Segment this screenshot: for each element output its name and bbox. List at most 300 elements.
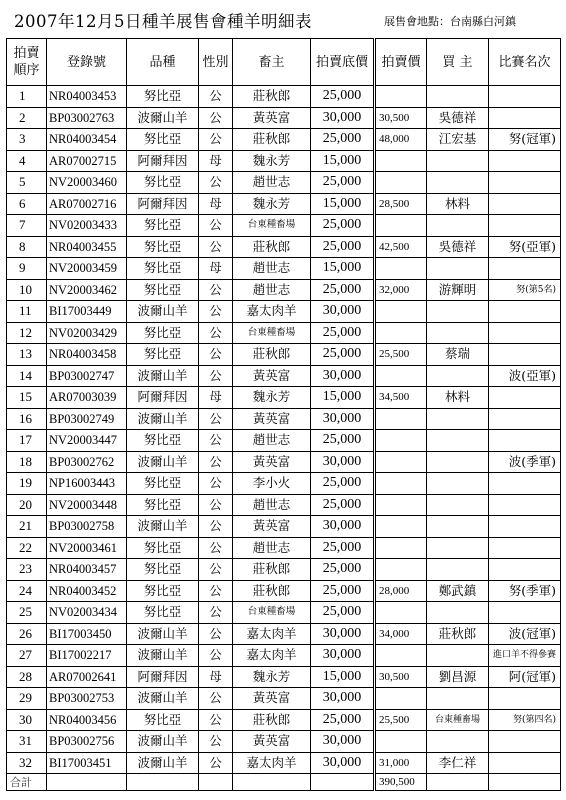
cell-breed: 阿爾拜因 [127,387,199,409]
cell-owner: 莊秋郎 [233,580,311,602]
cell-price: 25,500 [375,709,427,731]
cell-breed: 努比亞 [127,258,199,280]
cell-base: 25,000 [311,215,375,237]
cell-buyer [427,365,489,387]
cell-sex: 公 [199,172,233,194]
header-buyer: 買 主 [427,39,489,86]
cell-reg: AR07002641 [47,666,127,688]
cell-owner: 台東種畜場 [233,215,311,237]
cell-base: 25,000 [311,129,375,151]
cell-owner: 莊秋郎 [233,344,311,366]
cell-owner: 黃英富 [233,408,311,430]
cell-price [375,322,427,344]
table-row [7,301,561,323]
cell-award [489,559,561,581]
venue-location: 展售會地點：台南縣白河鎮 [384,15,516,28]
cell-award [489,516,561,538]
cell-award: 波(冠軍) [489,623,561,645]
cell-base: 25,000 [311,602,375,624]
table-row [7,129,561,151]
cell-award: 阿(冠軍) [489,666,561,688]
cell-reg: NV20003460 [47,172,127,194]
cell-no: 19 [7,473,47,495]
cell-no: 16 [7,408,47,430]
cell-sex: 母 [199,387,233,409]
cell-sex: 公 [199,559,233,581]
table-row [7,666,561,688]
table-row [7,752,561,774]
header-award: 比賽名次 [489,39,561,86]
cell-price [375,516,427,538]
cell-award [489,172,561,194]
cell-reg: AR07002715 [47,150,127,172]
total-row [7,774,561,791]
cell-buyer [427,430,489,452]
cell-buyer: 林料 [427,193,489,215]
cell-no: 5 [7,172,47,194]
total-empty [199,774,233,791]
cell-award [489,430,561,452]
cell-no: 7 [7,215,47,237]
cell-breed: 努比亞 [127,473,199,495]
cell-owner: 台東種畜場 [233,322,311,344]
cell-no: 10 [7,279,47,301]
table-row [7,258,561,280]
cell-breed: 波爾山羊 [127,451,199,473]
cell-owner: 趙世志 [233,494,311,516]
cell-sex: 母 [199,666,233,688]
cell-award [489,215,561,237]
cell-owner: 魏永芳 [233,666,311,688]
cell-award [489,494,561,516]
cell-reg: NR04003456 [47,709,127,731]
cell-owner: 魏永芳 [233,193,311,215]
cell-base: 15,000 [311,150,375,172]
cell-reg: BP03002758 [47,516,127,538]
cell-breed: 努比亞 [127,602,199,624]
cell-breed: 努比亞 [127,129,199,151]
cell-award: 進口羊不得參賽 [489,645,561,667]
cell-breed: 努比亞 [127,236,199,258]
cell-no: 6 [7,193,47,215]
total-empty [489,774,561,791]
cell-reg: AR07003039 [47,387,127,409]
cell-owner: 李小火 [233,473,311,495]
cell-breed: 波爾山羊 [127,731,199,753]
total-empty [127,774,199,791]
cell-buyer: 劉昌源 [427,666,489,688]
table-row [7,688,561,710]
cell-base: 30,000 [311,645,375,667]
cell-breed: 阿爾拜因 [127,150,199,172]
cell-reg: AR07002716 [47,193,127,215]
header-price: 拍賣價 [375,39,427,86]
cell-price [375,451,427,473]
cell-base: 25,000 [311,494,375,516]
cell-reg: BI17003451 [47,752,127,774]
cell-price: 28,500 [375,193,427,215]
cell-base: 30,000 [311,107,375,129]
cell-sex: 公 [199,688,233,710]
table-row [7,451,561,473]
cell-breed: 波爾山羊 [127,408,199,430]
cell-no: 28 [7,666,47,688]
cell-sex: 公 [199,451,233,473]
table-row [7,150,561,172]
cell-breed: 波爾山羊 [127,688,199,710]
table-row [7,365,561,387]
cell-price [375,473,427,495]
cell-owner: 莊秋郎 [233,129,311,151]
table-row [7,494,561,516]
cell-reg: NR04003452 [47,580,127,602]
cell-owner: 嘉太肉羊 [233,623,311,645]
cell-owner: 黃英富 [233,451,311,473]
total-empty [233,774,311,791]
header-sex: 性別 [199,39,233,86]
cell-buyer: 鄭武鎮 [427,580,489,602]
cell-price [375,537,427,559]
total-empty [47,774,127,791]
cell-base: 25,000 [311,172,375,194]
cell-no: 1 [7,86,47,108]
table-row [7,623,561,645]
cell-price [375,365,427,387]
cell-price [375,645,427,667]
cell-reg: BI17003449 [47,301,127,323]
table-row [7,193,561,215]
cell-sex: 公 [199,731,233,753]
cell-no: 27 [7,645,47,667]
cell-no: 24 [7,580,47,602]
page-title: 2007年12月5日種羊展售會種羊明細表 [14,12,312,31]
cell-owner: 趙世志 [233,537,311,559]
cell-base: 25,000 [311,580,375,602]
cell-award [489,322,561,344]
cell-reg: BP03002762 [47,451,127,473]
cell-no: 18 [7,451,47,473]
header-breed: 品種 [127,39,199,86]
cell-base: 25,000 [311,430,375,452]
cell-reg: NV20003448 [47,494,127,516]
cell-owner: 莊秋郎 [233,559,311,581]
cell-breed: 努比亞 [127,709,199,731]
cell-owner: 魏永芳 [233,387,311,409]
cell-no: 21 [7,516,47,538]
cell-price: 30,500 [375,107,427,129]
cell-buyer [427,645,489,667]
cell-reg: NV02003433 [47,215,127,237]
cell-owner: 嘉太肉羊 [233,752,311,774]
cell-sex: 公 [199,322,233,344]
cell-base: 30,000 [311,451,375,473]
cell-award: 波(亞軍) [489,365,561,387]
cell-no: 17 [7,430,47,452]
cell-award: 努(亞軍) [489,236,561,258]
cell-sex: 公 [199,580,233,602]
header-owner: 畜主 [233,39,311,86]
cell-award [489,473,561,495]
cell-breed: 波爾山羊 [127,301,199,323]
cell-sex: 公 [199,344,233,366]
cell-buyer: 林料 [427,387,489,409]
cell-price: 28,000 [375,580,427,602]
cell-buyer: 李仁祥 [427,752,489,774]
header-base: 拍賣底價 [311,39,375,86]
table-row [7,107,561,129]
table-row [7,602,561,624]
cell-breed: 努比亞 [127,172,199,194]
cell-owner: 嘉太肉羊 [233,301,311,323]
cell-price [375,559,427,581]
cell-sex: 公 [199,709,233,731]
cell-no: 9 [7,258,47,280]
cell-base: 25,000 [311,709,375,731]
cell-breed: 努比亞 [127,279,199,301]
cell-sex: 公 [199,86,233,108]
cell-breed: 努比亞 [127,559,199,581]
cell-award: 波(季軍) [489,451,561,473]
cell-price [375,430,427,452]
cell-buyer [427,688,489,710]
cell-breed: 努比亞 [127,215,199,237]
cell-buyer: 游輝明 [427,279,489,301]
header-row [7,39,561,86]
cell-breed: 波爾山羊 [127,107,199,129]
cell-price [375,215,427,237]
cell-sex: 公 [199,365,233,387]
cell-sex: 母 [199,150,233,172]
cell-base: 30,000 [311,365,375,387]
cell-reg: NR04003453 [47,86,127,108]
table-row [7,537,561,559]
cell-reg: NR04003455 [47,236,127,258]
cell-breed: 阿爾拜因 [127,193,199,215]
auction-table [6,38,561,791]
total-empty [311,774,375,791]
table-row [7,279,561,301]
cell-buyer: 吳德祥 [427,107,489,129]
cell-owner: 莊秋郎 [233,86,311,108]
cell-breed: 波爾山羊 [127,623,199,645]
cell-sex: 公 [199,301,233,323]
cell-buyer [427,172,489,194]
cell-buyer: 江宏基 [427,129,489,151]
table-row [7,516,561,538]
cell-breed: 努比亞 [127,430,199,452]
cell-base: 25,000 [311,236,375,258]
table-row [7,430,561,452]
header-reg: 登錄號 [47,39,127,86]
cell-reg: BP03002753 [47,688,127,710]
cell-breed: 阿爾拜因 [127,666,199,688]
cell-award [489,107,561,129]
cell-reg: NV20003462 [47,279,127,301]
cell-sex: 母 [199,258,233,280]
cell-owner: 趙世志 [233,258,311,280]
cell-sex: 公 [199,623,233,645]
cell-buyer: 台東種畜場 [427,709,489,731]
cell-breed: 努比亞 [127,86,199,108]
cell-no: 8 [7,236,47,258]
cell-no: 22 [7,537,47,559]
cell-sex: 公 [199,537,233,559]
cell-no: 15 [7,387,47,409]
cell-base: 30,000 [311,516,375,538]
cell-no: 2 [7,107,47,129]
cell-base: 30,000 [311,301,375,323]
cell-buyer [427,602,489,624]
cell-breed: 波爾山羊 [127,365,199,387]
table-row [7,387,561,409]
cell-no: 29 [7,688,47,710]
cell-owner: 莊秋郎 [233,709,311,731]
total-price: 390,500 [375,774,427,791]
cell-reg: NV20003459 [47,258,127,280]
cell-award [489,688,561,710]
cell-owner: 黃英富 [233,688,311,710]
cell-buyer [427,86,489,108]
cell-owner: 黃英富 [233,516,311,538]
cell-reg: NR04003454 [47,129,127,151]
cell-owner: 黃英富 [233,107,311,129]
cell-no: 26 [7,623,47,645]
cell-reg: NR04003458 [47,344,127,366]
cell-buyer: 蔡瑞 [427,344,489,366]
cell-base: 25,000 [311,559,375,581]
cell-reg: NR04003457 [47,559,127,581]
table-row [7,215,561,237]
cell-base: 30,000 [311,752,375,774]
cell-price: 32,000 [375,279,427,301]
cell-owner: 莊秋郎 [233,236,311,258]
cell-buyer [427,408,489,430]
cell-price [375,494,427,516]
cell-base: 15,000 [311,387,375,409]
cell-award [489,408,561,430]
cell-price [375,301,427,323]
cell-price [375,150,427,172]
cell-breed: 波爾山羊 [127,645,199,667]
cell-price: 30,500 [375,666,427,688]
cell-sex: 公 [199,516,233,538]
table-row [7,322,561,344]
cell-award: 努(季軍) [489,580,561,602]
cell-award [489,387,561,409]
table-row [7,645,561,667]
cell-no: 11 [7,301,47,323]
cell-sex: 公 [199,473,233,495]
cell-buyer: 莊秋郎 [427,623,489,645]
cell-buyer [427,150,489,172]
cell-buyer [427,516,489,538]
cell-award [489,86,561,108]
cell-award: 努(第5名) [489,279,561,301]
table-row [7,408,561,430]
cell-sex: 公 [199,129,233,151]
total-label: 合計 [7,774,47,791]
cell-price: 34,000 [375,623,427,645]
cell-breed: 努比亞 [127,344,199,366]
cell-buyer [427,559,489,581]
cell-base: 25,000 [311,322,375,344]
cell-base: 25,000 [311,537,375,559]
table-row [7,86,561,108]
cell-owner: 台東種畜場 [233,602,311,624]
cell-owner: 黃英富 [233,731,311,753]
cell-buyer [427,731,489,753]
cell-sex: 公 [199,279,233,301]
cell-no: 3 [7,129,47,151]
table-row [7,559,561,581]
cell-owner: 趙世志 [233,172,311,194]
cell-reg: BI17002217 [47,645,127,667]
cell-sex: 公 [199,494,233,516]
cell-sex: 公 [199,430,233,452]
cell-base: 15,000 [311,193,375,215]
cell-award [489,150,561,172]
cell-price: 31,000 [375,752,427,774]
cell-price [375,731,427,753]
cell-award [489,344,561,366]
cell-sex: 公 [199,236,233,258]
cell-base: 25,000 [311,86,375,108]
cell-buyer [427,301,489,323]
cell-breed: 努比亞 [127,494,199,516]
cell-buyer [427,473,489,495]
table-row [7,709,561,731]
cell-owner: 嘉太肉羊 [233,645,311,667]
cell-base: 30,000 [311,731,375,753]
cell-no: 31 [7,731,47,753]
cell-no: 4 [7,150,47,172]
cell-sex: 公 [199,645,233,667]
header-no: 拍賣 順序 [7,39,47,86]
table-body [7,86,561,774]
cell-owner: 趙世志 [233,430,311,452]
cell-reg: BP03002747 [47,365,127,387]
cell-award [489,602,561,624]
cell-buyer [427,451,489,473]
cell-award [489,301,561,323]
cell-reg: NV20003461 [47,537,127,559]
table-row [7,580,561,602]
cell-award: 努(冠軍) [489,129,561,151]
cell-no: 13 [7,344,47,366]
cell-award [489,537,561,559]
cell-sex: 公 [199,408,233,430]
cell-price [375,258,427,280]
cell-no: 20 [7,494,47,516]
cell-award [489,258,561,280]
cell-base: 30,000 [311,623,375,645]
cell-sex: 母 [199,193,233,215]
cell-award [489,731,561,753]
cell-price: 48,000 [375,129,427,151]
cell-breed: 波爾山羊 [127,752,199,774]
cell-price: 42,500 [375,236,427,258]
cell-base: 15,000 [311,666,375,688]
cell-breed: 努比亞 [127,322,199,344]
cell-base: 30,000 [311,408,375,430]
cell-reg: NV20003447 [47,430,127,452]
cell-reg: BP03002749 [47,408,127,430]
cell-price [375,688,427,710]
cell-reg: BP03002756 [47,731,127,753]
cell-no: 14 [7,365,47,387]
cell-no: 32 [7,752,47,774]
cell-award [489,752,561,774]
